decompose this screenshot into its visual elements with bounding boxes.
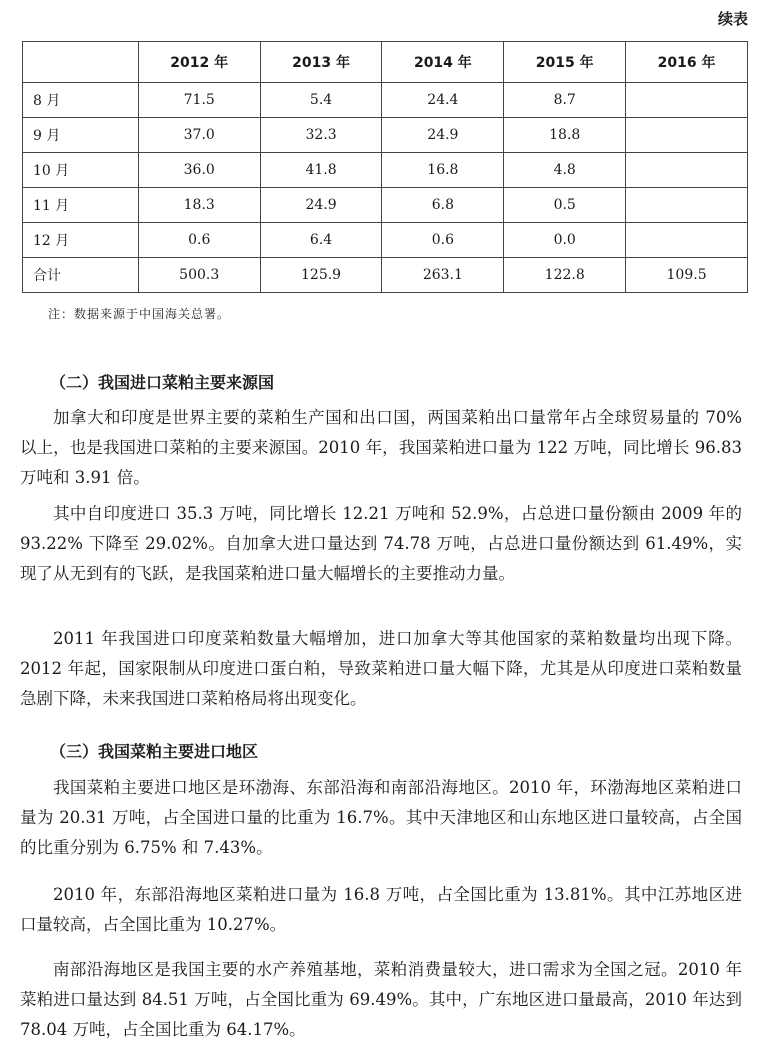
- table-cell: 18.3: [138, 188, 260, 223]
- section-heading-regions: （三）我国菜粕主要进口地区: [50, 742, 259, 761]
- table-cell: 6.4: [260, 223, 382, 258]
- paragraph: 其中自印度进口 35.3 万吨，同比增长 12.21 万吨和 52.9%，占总进口量份额由 2009 年的 93.22% 下降至 29.02%。自加拿大进口量达到 74.78 万吨，占总进口量份额达到 61.49%，实现了从无到有的飞跃，是我国菜粕进口量大幅增长的主要推动力量。: [20, 504, 742, 583]
- table-cell: 0.6: [138, 223, 260, 258]
- table-header-row: [23, 42, 748, 83]
- table-header-2012: 2012 年: [138, 42, 260, 83]
- table-header-2016: 2016 年: [626, 42, 748, 83]
- table-total-row: [23, 258, 748, 293]
- row-label: 11 月: [23, 188, 139, 223]
- table-header-corner: [23, 42, 139, 83]
- table-cell: 5.4: [260, 83, 382, 118]
- row-label: 8 月: [23, 83, 139, 118]
- table-cell: 0.6: [382, 223, 504, 258]
- table-cell: 6.8: [382, 188, 504, 223]
- row-label: 10 月: [23, 153, 139, 188]
- continued-label: 续表: [717, 10, 748, 28]
- table-source-note: 注：数据来源于中国海关总署。: [48, 307, 231, 321]
- table-row: [23, 188, 748, 223]
- table-cell: [626, 153, 748, 188]
- table-cell: 122.8: [504, 258, 626, 293]
- table-cell: [626, 83, 748, 118]
- table-row: [23, 83, 748, 118]
- table-cell: 16.8: [382, 153, 504, 188]
- row-label: 合计: [23, 258, 139, 293]
- table-cell: [626, 223, 748, 258]
- table-cell: 36.0: [138, 153, 260, 188]
- table-cell: 4.8: [504, 153, 626, 188]
- paragraph: 南部沿海地区是我国主要的水产养殖基地，菜粕消费量较大，进口需求为全国之冠。2010 年菜粕进口量达到 84.51 万吨，占全国比重为 69.49%。其中，广东地区进口量最高，2010 年达到 78.04 万吨，占全国比重为 64.17%。: [20, 960, 742, 1039]
- section-heading-sources: （二）我国进口菜粕主要来源国: [50, 373, 275, 392]
- table-cell: 0.0: [504, 223, 626, 258]
- table-cell: 37.0: [138, 118, 260, 153]
- table-header-2015: 2015 年: [504, 42, 626, 83]
- table-cell: 41.8: [260, 153, 382, 188]
- row-label: 12 月: [23, 223, 139, 258]
- table-header-2014: 2014 年: [382, 42, 504, 83]
- paragraph: 2010 年，东部沿海地区菜粕进口量为 16.8 万吨，占全国比重为 13.81%。其中江苏地区进口量较高，占全国比重为 10.27%。: [20, 885, 742, 934]
- table-cell: 8.7: [504, 83, 626, 118]
- paragraph: 加拿大和印度是世界主要的菜粕生产国和出口国，两国菜粕出口量常年占全球贸易量的 70% 以上，也是我国进口菜粕的主要来源国。2010 年，我国菜粕进口量为 122 万吨，同比增长 96.83 万吨和 3.91 倍。: [20, 408, 742, 487]
- table-cell: 0.5: [504, 188, 626, 223]
- table-cell: 109.5: [626, 258, 748, 293]
- table-cell: 125.9: [260, 258, 382, 293]
- row-label: 9 月: [23, 118, 139, 153]
- table-row: [23, 118, 748, 153]
- table-header-2013: 2013 年: [260, 42, 382, 83]
- table-cell: 500.3: [138, 258, 260, 293]
- table-cell: 32.3: [260, 118, 382, 153]
- paragraph: 我国菜粕主要进口地区是环渤海、东部沿海和南部沿海地区。2010 年，环渤海地区菜粕进口量为 20.31 万吨，占全国进口量的比重为 16.7%。其中天津地区和山东地区进口量较高，占全国的比重分别为 6.75% 和 7.43%。: [20, 778, 742, 857]
- table-cell: [626, 118, 748, 153]
- table-cell: 18.8: [504, 118, 626, 153]
- table-cell: 71.5: [138, 83, 260, 118]
- table-cell: 24.9: [382, 118, 504, 153]
- import-data-table: [22, 41, 748, 293]
- table-row: [23, 153, 748, 188]
- table-row: [23, 223, 748, 258]
- paragraph: 2011 年我国进口印度菜粕数量大幅增加，进口加拿大等其他国家的菜粕数量均出现下降。2012 年起，国家限制从印度进口蛋白粕，导致菜粕进口量大幅下降，尤其是从印度进口菜粕数量急剧下降，未来我国进口菜粕格局将出现变化。: [20, 629, 742, 708]
- table-cell: 263.1: [382, 258, 504, 293]
- table-cell: 24.4: [382, 83, 504, 118]
- table-cell: [626, 188, 748, 223]
- table-cell: 24.9: [260, 188, 382, 223]
